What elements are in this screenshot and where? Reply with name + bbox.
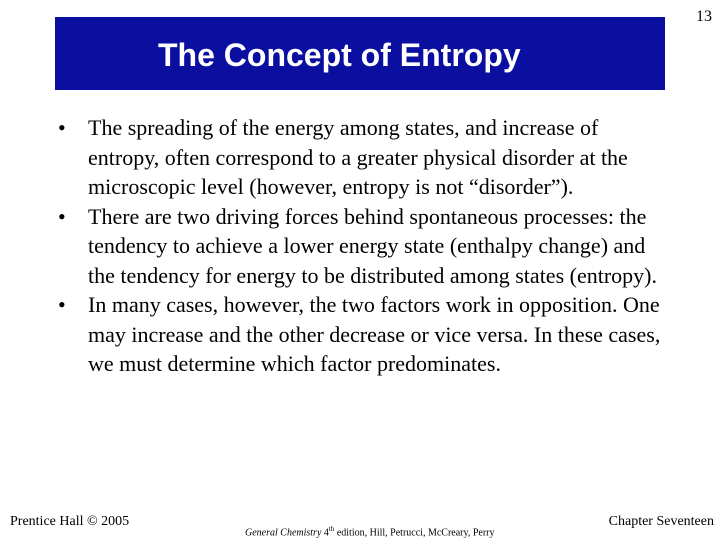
bullet-text: In many cases, however, the two factors work in opposition. One may increase and the other decrease or vice versa. In these cases, we must determine which factor predominates. (88, 292, 661, 376)
title-banner (55, 17, 665, 90)
bullet-icon: • (58, 203, 66, 229)
bullet-item (58, 290, 668, 379)
bullet-list (58, 113, 668, 379)
footer-chapter: Chapter Seventeen (608, 514, 714, 529)
slide-number: 13 (696, 8, 712, 25)
bullet-icon: • (58, 115, 66, 140)
footer-edition-suffix: th (328, 525, 335, 533)
footer-book-title: General Chemistry (245, 527, 322, 539)
footer-edition-number: 4 (323, 527, 329, 539)
bullet-item (58, 113, 668, 202)
slide-title: The Concept of Entropy (158, 37, 521, 73)
bullet-text: The spreading of the energy among states, and increase of entropy, often correspond to a greater physical disorder at the microscopic level (however, entropy is not “disorder”). (88, 115, 628, 199)
footer-authors: edition, Hill, Petrucci, McCreary, Perry (334, 527, 495, 539)
bullet-text: There are two driving forces behind spontaneous processes: the tendency to achieve a lower energy state (enthalpy change) and the tendency for energy to be distributed among states (entropy). (88, 203, 657, 288)
bullet-icon: • (58, 292, 66, 317)
footer-publisher: Prentice Hall © 2005 (10, 514, 130, 529)
footer-citation (245, 525, 495, 538)
bullet-item (58, 202, 668, 291)
